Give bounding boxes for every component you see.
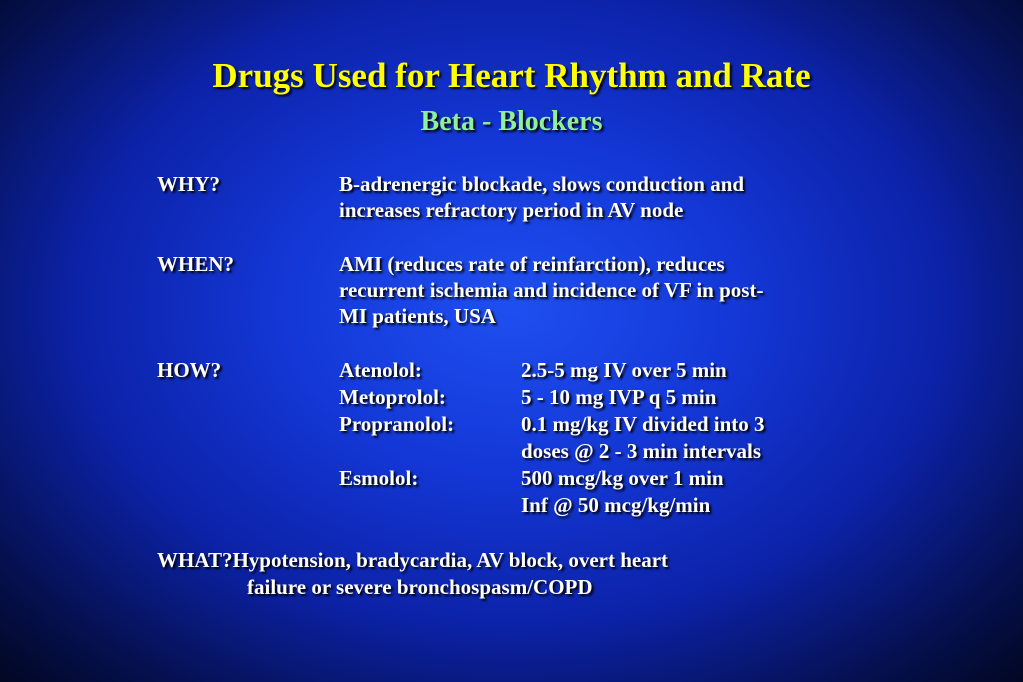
what-line-2: failure or severe bronchospasm/COPD xyxy=(247,575,593,599)
what-line-1: WHAT?Hypotension, bradycardia, AV block, overt heart xyxy=(157,548,669,572)
drug-name-propranolol: Propranolol: xyxy=(339,412,455,436)
when-label: WHEN? xyxy=(157,252,235,276)
when-line-2: recurrent ischemia and incidence of VF in post- xyxy=(339,278,764,302)
slide-title: Drugs Used for Heart Rhythm and Rate xyxy=(212,56,811,95)
drug-dose-metoprolol: 5 - 10 mg IVP q 5 min xyxy=(521,385,717,409)
drug-dose-esmolol-1: 500 mcg/kg over 1 min xyxy=(521,466,724,490)
drug-name-metoprolol: Metoprolol: xyxy=(339,385,446,409)
when-line-1: AMI (reduces rate of reinfarction), reduces xyxy=(339,252,725,276)
why-line-2: increases refractory period in AV node xyxy=(339,198,684,222)
drug-dose-propranolol-2: doses @ 2 - 3 min intervals xyxy=(521,439,762,463)
drug-dose-propranolol-1: 0.1 mg/kg IV divided into 3 xyxy=(521,412,765,436)
why-line-1: B-adrenergic blockade, slows conduction and xyxy=(339,172,745,196)
drug-dose-esmolol-2: Inf @ 50 mcg/kg/min xyxy=(521,493,711,517)
drug-name-atenolol: Atenolol: xyxy=(339,358,422,382)
slide-subtitle: Beta - Blockers xyxy=(420,106,603,137)
drug-dose-atenolol: 2.5-5 mg IV over 5 min xyxy=(521,358,727,382)
how-label: HOW? xyxy=(157,358,222,382)
why-label: WHY? xyxy=(157,172,220,196)
drug-name-esmolol: Esmolol: xyxy=(339,466,419,490)
when-line-3: MI patients, USA xyxy=(339,304,496,328)
